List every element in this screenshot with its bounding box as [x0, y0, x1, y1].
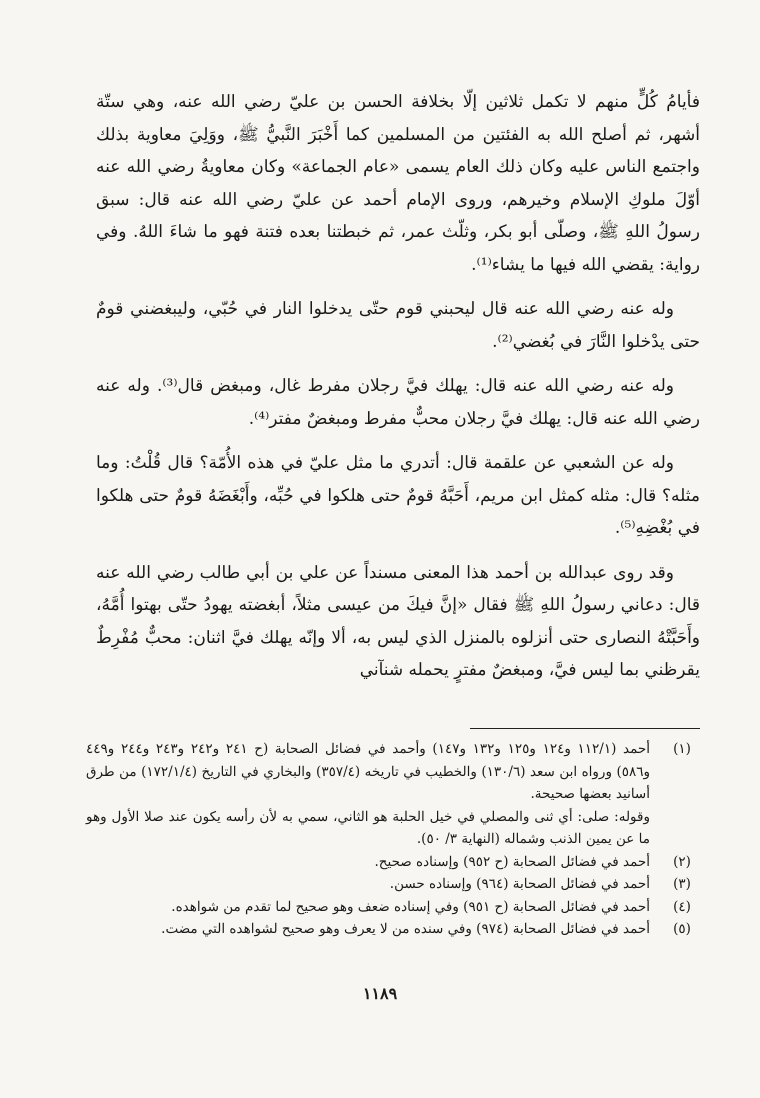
main-text [96, 86, 700, 699]
page-number: ١١٨٩ [362, 984, 398, 1003]
footnote-number: (٢) [673, 853, 691, 870]
paragraph-3: وله عنه رضي الله عنه قال: يهلك فيَّ رجلان مفرط غال، ومبغض قال⁽³⁾. وله عنه رضي الله عنه قال: يهلك فيَّ رجلان محبٌّ مفرط ومبغضٌ مفتر⁽⁴⁾. [96, 376, 700, 429]
footnote-3 [86, 873, 702, 896]
footnote-text: أحمد في فضائل الصحابة (ح ٩٥٢) وإسناده صحيح. [374, 853, 650, 870]
footnote-1-continued [86, 806, 702, 851]
footnote-text: وقوله: صلى: أي ثنى والمصلي في خيل الحلبة هو الثاني، سمي به لأن رأسه يكون عند صلا الأول وهو ما عن يمين الذنب وشماله (النهاية ٣/ ٥٠). [86, 808, 650, 847]
footnotes [86, 738, 702, 941]
footnote-divider [470, 728, 700, 729]
footnote-text: أحمد في فضائل الصحابة (٩٧٤) وفي سنده من لا يعرف وهو صحيح لشواهده التي مضت. [161, 921, 650, 937]
footnote-text: أحمد في فضائل الصحابة (ح ٩٥١) وفي إسناده ضعف وهو صحيح لما تقدم من شواهده. [171, 898, 650, 915]
footnote-text: أحمد (١١٢/١ و١٢٤ و١٢٥ و١٣٢ و١٤٧) وأحمد في فضائل الصحابة (ح ٢٤١ و٢٤٢ و٢٤٣ و٢٤٤ و٤٤٩ و٥٨٦) ورواه ابن سعد (١٣٠/٦) والخطيب في تاريخه (٣٥٧/٤) والبخاري في التاريخ (١٧٢/١/٤) من طرق أسانيد بعضها صحيحة. [86, 741, 651, 802]
footnote-number: (١) [673, 741, 691, 757]
footnote-number: (٤) [673, 898, 691, 915]
footnote-4 [86, 896, 702, 919]
paragraph-5: وقد روى عبدالله بن أحمد هذا المعنى مسنداً عن علي بن أبي طالب رضي الله عنه قال: دعاني رسولُ اللهِ ﷺ فقال «إنَّ فيكَ من عيسى مثلاً، أبغضته يهودُ حتّى بهتوا أُمَّهُ، وأَحَبَّتْهُ النصارى حتى أنزلوه بالمنزل الذي ليس به، ألا وإنّه يهلك فيَّ اثنان: محبٌّ مُفْرِطٌ يقرظني بما ليس فيَّ، ومبغضٌ مفترٍ يحمله شنآني [96, 562, 700, 680]
paragraph-2: وله عنه رضي الله عنه قال ليحبني قوم حتّى يدخلوا النار في حُبّي، وليبغضني قومٌ حتى يدْخلوا النَّارَ في بُغضي⁽²⁾. [96, 299, 700, 352]
footnote-2 [86, 851, 702, 874]
paragraph-1: فأيامُ كُلٍّ منهم لا تكمل ثلاثين إلّا بخلافة الحسن بن عليّ رضي الله عنه، وهي ستّة أشهر، ثم أصلح الله به الفئتين من المسلمين كما أَخْبَرَ النَّبيُّ ﷺ، ووَلِيَ معاوية بذلك واجتمع الناس عليه وكان ذلك العام يسمى «عام الجماعة» وكان معاويةُ رضي الله عنه أوّلَ ملوكِ الإسلام وخيرهم، وروى الإمام أحمد عن عليّ رضي الله عنه قال: سبق رسولُ اللهِ ﷺ، وصلّى أبو بكر، وثلّث عمر، ثم خبطتنا بعده فتنة فهو ما شاءَ اللهُ. وفي رواية: يقضي الله فيها ما يشاء⁽¹⁾. [96, 92, 700, 275]
footnote-1 [86, 738, 702, 806]
footnote-number: (٥) [673, 921, 691, 937]
footnote-5 [86, 918, 702, 941]
footnote-text: أحمد في فضائل الصحابة (٩٦٤) وإسناده حسن. [389, 876, 650, 892]
footnote-number: (٣) [673, 876, 691, 892]
paragraph-4: وله عن الشعبي عن علقمة قال: أتدري ما مثل عليّ في هذه الأُمّة؟ قال قُلْتُ: وما مثله؟ قال: مثله كمثل ابن مريم، أَحَبَّهُ قومٌ حتى هلكوا في حُبِّه، وأَبْغَضَهُ قومٌ حتى هلكوا في بُغْضِهِ⁽⁵⁾. [96, 453, 700, 538]
